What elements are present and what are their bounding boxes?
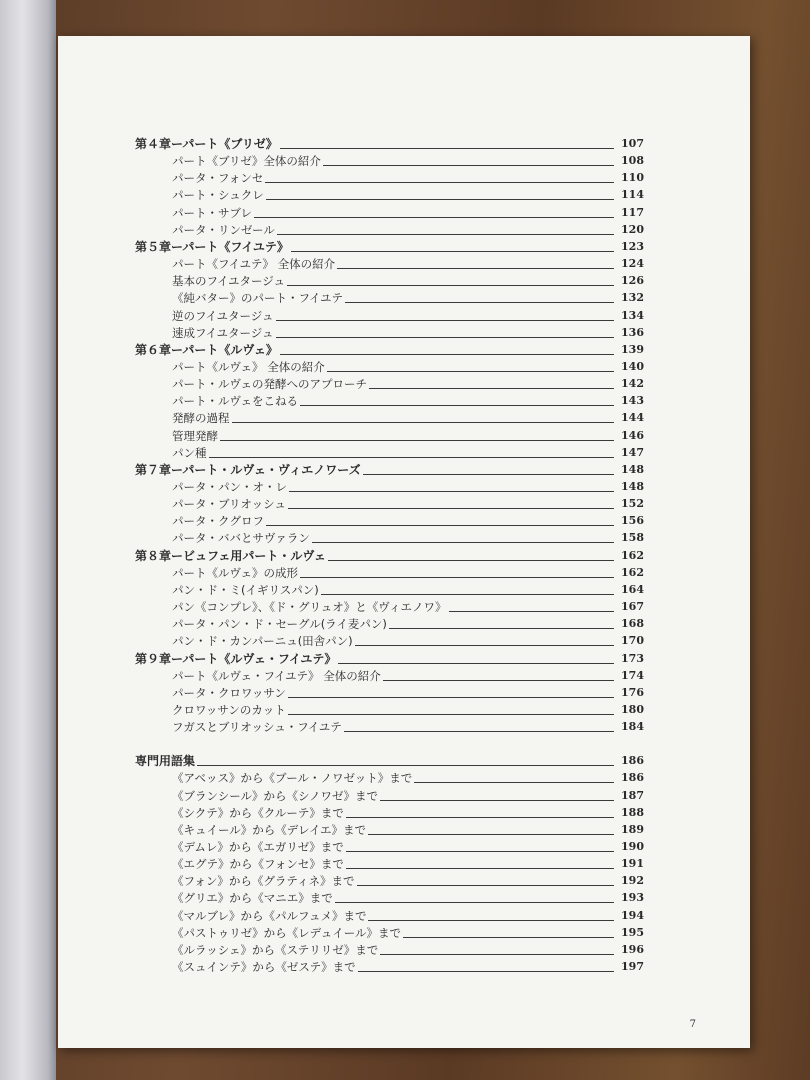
entry-label: パータ・パン・ド・セーグル(ライ麦パン) — [172, 617, 387, 632]
glossary-entry — [172, 957, 644, 974]
toc-entry — [172, 151, 644, 168]
page-number: 117 — [621, 205, 644, 219]
entry-label: パート・シュクレ — [172, 188, 264, 203]
glossary-entry — [172, 923, 644, 940]
chapter-heading — [135, 340, 644, 357]
leader-line — [321, 594, 614, 595]
page-number: 186 — [621, 771, 644, 785]
page-number: 107 — [621, 137, 644, 150]
entry-label: パータ・クロワッサン — [172, 685, 286, 700]
heading-title: 第８章ービュフェ用パート・ルヴェ — [135, 548, 326, 563]
leader-line — [383, 680, 614, 681]
page-number: 162 — [621, 548, 644, 562]
page-number: 148 — [621, 480, 644, 493]
page-number: 147 — [621, 445, 644, 459]
page-number: 187 — [621, 788, 644, 802]
toc-entry — [172, 271, 644, 288]
page-number: 189 — [621, 822, 644, 836]
leader-line — [276, 320, 614, 321]
page-number: 176 — [621, 685, 644, 699]
entry-label: パート・ルヴェをこねる — [172, 394, 299, 409]
leader-line — [357, 885, 614, 886]
page-number: 174 — [621, 668, 644, 682]
table-of-contents — [58, 36, 750, 1048]
entry-label: 逆のフイユタージュ — [172, 308, 274, 323]
page-number: 162 — [621, 565, 644, 579]
toc-entry — [172, 254, 644, 271]
page-number: 114 — [621, 188, 644, 202]
entry-label: パータ・フォンセ — [172, 171, 264, 186]
entry-label: 《グリエ》から《マニエ》まで — [172, 891, 333, 906]
leader-line — [380, 800, 614, 801]
page-number: 196 — [621, 942, 644, 956]
leader-line — [345, 302, 614, 303]
entry-label: 基本のフイユタージュ — [172, 274, 286, 289]
toc-entry — [172, 683, 644, 700]
heading-title: 第９章ーパート《ルヴェ・フイユテ》 — [135, 651, 337, 666]
entry-label: 《エグテ》から《フォンセ》まで — [172, 857, 344, 872]
entry-label: 《デムレ》から《エガリゼ》まで — [172, 840, 344, 854]
heading-title: 専門用語集 — [135, 754, 196, 769]
entry-label: パート《フイユテ》 全体の紹介 — [172, 257, 336, 272]
leader-line — [449, 611, 614, 612]
page-number: 146 — [621, 428, 644, 442]
page-number: 180 — [621, 702, 644, 716]
chapter-heading — [135, 237, 644, 254]
toc-entry — [172, 323, 644, 340]
page-number: 168 — [621, 617, 644, 631]
leader-line — [266, 525, 614, 526]
toc-entry — [172, 563, 644, 580]
glossary-entry — [172, 888, 644, 905]
page-number: 143 — [621, 394, 644, 408]
leader-line — [327, 371, 614, 372]
toc-entry — [172, 494, 644, 511]
toc-entry — [172, 203, 644, 220]
glossary-entry — [172, 837, 644, 854]
entry-label: フガスとブリオッシュ・フイユテ — [172, 720, 342, 735]
toc-entry — [172, 391, 644, 408]
page-number: 142 — [621, 377, 644, 391]
chapter-heading — [135, 460, 644, 477]
toc-entry — [172, 408, 644, 425]
leader-line — [291, 251, 614, 252]
leader-line — [346, 817, 614, 818]
entry-label: パート・ルヴェの発酵へのアプローチ — [172, 377, 368, 392]
glossary-entry — [172, 940, 644, 957]
entry-label: 《ルラッシェ》から《ステリリゼ》まで — [172, 942, 379, 957]
page-number: 188 — [621, 805, 644, 819]
left-page-edge — [0, 0, 56, 1080]
entry-label: 《ブランシール》から《シノワゼ》まで — [172, 788, 379, 803]
page-number: 184 — [621, 720, 644, 734]
glossary-entry — [172, 786, 644, 803]
entry-label: 《パストゥリゼ》から《レデュイール》まで — [172, 925, 402, 940]
leader-line — [300, 405, 614, 406]
entry-label: パータ・リンゼール — [172, 222, 275, 237]
page-number: 194 — [621, 908, 644, 922]
page-number: 140 — [621, 359, 644, 373]
page-number: 164 — [621, 582, 644, 596]
page-number: 148 — [621, 462, 644, 476]
glossary-entry — [172, 871, 644, 888]
page-number: 132 — [621, 291, 644, 305]
entry-label: パート《ブリゼ》全体の紹介 — [172, 154, 321, 169]
leader-line — [355, 645, 614, 646]
leader-line — [369, 388, 614, 389]
page-number: 170 — [621, 634, 644, 648]
leader-line — [328, 560, 614, 561]
toc-entry — [172, 426, 644, 443]
page-number: 136 — [621, 325, 644, 339]
entry-label: パン《コンプレ》、《ド・グリュオ》と《ヴィエノワ》 — [172, 600, 447, 615]
toc-entry — [172, 528, 644, 545]
leader-line — [338, 663, 614, 664]
page-number: 108 — [621, 154, 644, 168]
book-page — [58, 36, 750, 1048]
leader-line — [209, 457, 615, 458]
toc-entry — [172, 357, 644, 374]
entry-label: 《純バター》のパート・フイユテ — [172, 291, 344, 306]
entry-label: パン・ド・ミ(イギリスパン) — [172, 582, 319, 597]
toc-entry — [172, 511, 644, 528]
heading-title: 第５章ーパート《フイユテ》 — [135, 239, 289, 254]
leader-line — [288, 697, 614, 698]
entry-label: 《アベッス》から《ブール・ノワゼット》まで — [172, 771, 413, 786]
page-number: 124 — [621, 257, 644, 271]
leader-line — [346, 851, 614, 852]
page-number: 139 — [621, 342, 644, 356]
page-number: 191 — [621, 857, 644, 871]
leader-line — [312, 542, 614, 543]
page-number: 195 — [621, 925, 644, 939]
leader-line — [289, 491, 614, 492]
page-number: 197 — [621, 960, 644, 974]
toc-entry — [172, 666, 644, 683]
entry-label: パン・ド・カンパーニュ(田舎パン) — [172, 634, 353, 649]
page-folio: 7 — [689, 1019, 696, 1030]
leader-line — [277, 234, 614, 235]
leader-line — [220, 440, 614, 441]
heading-title: 第６章ーパート《ルヴェ》 — [135, 342, 278, 357]
chapter-heading — [135, 134, 644, 151]
page-number: 192 — [621, 874, 644, 888]
entry-label: 《シクテ》から《クルーテ》まで — [172, 805, 344, 820]
heading-title: 第４章ーパート《ブリゼ》 — [135, 137, 278, 151]
toc-entry — [172, 597, 644, 614]
page-number: 186 — [621, 754, 644, 768]
entry-label: 《フォン》から《グラティネ》まで — [172, 874, 355, 889]
toc-entry — [172, 374, 644, 391]
leader-line — [254, 217, 614, 218]
leader-line — [346, 868, 614, 869]
entry-label: パータ・パン・オ・レ — [172, 480, 287, 494]
toc-entry — [172, 220, 644, 237]
entry-label: パート《ルヴェ》 全体の紹介 — [172, 359, 325, 374]
toc-entry — [172, 168, 644, 185]
leader-line — [363, 474, 614, 475]
leader-line — [358, 971, 614, 972]
leader-line — [232, 422, 615, 423]
page-number: 123 — [621, 239, 644, 253]
page-number: 120 — [621, 222, 644, 236]
toc-entry — [172, 717, 644, 734]
entry-label: クロワッサンのカット — [172, 702, 286, 717]
toc-entry — [172, 306, 644, 323]
leader-line — [288, 714, 614, 715]
entry-label: パート《ルヴェ・フイユテ》 全体の紹介 — [172, 668, 381, 683]
entry-label: パート《ルヴェ》の成形 — [172, 565, 299, 580]
leader-line — [265, 182, 614, 183]
entry-label: パータ・ババとサヴァラン — [172, 531, 310, 546]
entry-label: パート・サブレ — [172, 205, 253, 220]
entry-label: パータ・ブリオッシュ — [172, 497, 286, 512]
entry-label: 発酵の過程 — [172, 411, 230, 426]
entry-label: パン種 — [172, 445, 207, 460]
leader-line — [368, 920, 614, 921]
leader-line — [323, 165, 614, 166]
page-number: 126 — [621, 274, 644, 288]
glossary-entry — [172, 768, 644, 785]
glossary-entry — [172, 820, 644, 837]
leader-line — [335, 902, 614, 903]
leader-line — [389, 628, 614, 629]
page-number: 110 — [621, 171, 644, 185]
leader-line — [266, 199, 614, 200]
entry-label: 管理発酵 — [172, 428, 218, 443]
leader-line — [414, 782, 614, 783]
glossary-entry — [172, 906, 644, 923]
page-number: 158 — [621, 531, 644, 545]
toc-entry — [172, 631, 644, 648]
page-number: 134 — [621, 308, 644, 322]
page-number: 152 — [621, 497, 644, 511]
heading-title: 第７章ーパート・ルヴェ・ヴィエノワーズ — [135, 462, 361, 477]
chapter-heading — [135, 649, 644, 666]
toc-entry — [172, 443, 644, 460]
leader-line — [280, 148, 614, 149]
toc-entry — [172, 580, 644, 597]
leader-line — [300, 577, 614, 578]
toc-entry — [172, 288, 644, 305]
leader-line — [380, 954, 614, 955]
chapter-heading — [135, 546, 644, 563]
page-number: 173 — [621, 651, 644, 665]
entry-label: 《スュインテ》から《ゼステ》まで — [172, 960, 356, 975]
toc-entry — [172, 700, 644, 717]
leader-line — [280, 354, 614, 355]
page-number: 144 — [621, 411, 644, 425]
entry-label: 速成フイユタージュ — [172, 325, 274, 340]
page-number: 167 — [621, 600, 644, 614]
page-number: 156 — [621, 514, 644, 528]
toc-entry — [172, 477, 644, 494]
entry-label: 《マルブレ》から《パルフュメ》まで — [172, 908, 367, 923]
leader-line — [337, 268, 614, 269]
leader-line — [288, 508, 614, 509]
leader-line — [344, 731, 614, 732]
leader-line — [197, 765, 614, 766]
entry-label: パータ・クグロフ — [172, 514, 264, 529]
leader-line — [276, 337, 614, 338]
leader-line — [287, 285, 614, 286]
glossary-entry — [172, 854, 644, 871]
glossary-entry — [172, 803, 644, 820]
toc-entry — [172, 185, 644, 202]
page-number: 190 — [621, 840, 644, 853]
toc-entry — [172, 614, 644, 631]
leader-line — [368, 834, 614, 835]
page-number: 193 — [621, 891, 644, 905]
glossary-heading — [135, 751, 644, 768]
leader-line — [403, 937, 614, 938]
entry-label: 《キュイール》から《デレイエ》まで — [172, 822, 367, 837]
